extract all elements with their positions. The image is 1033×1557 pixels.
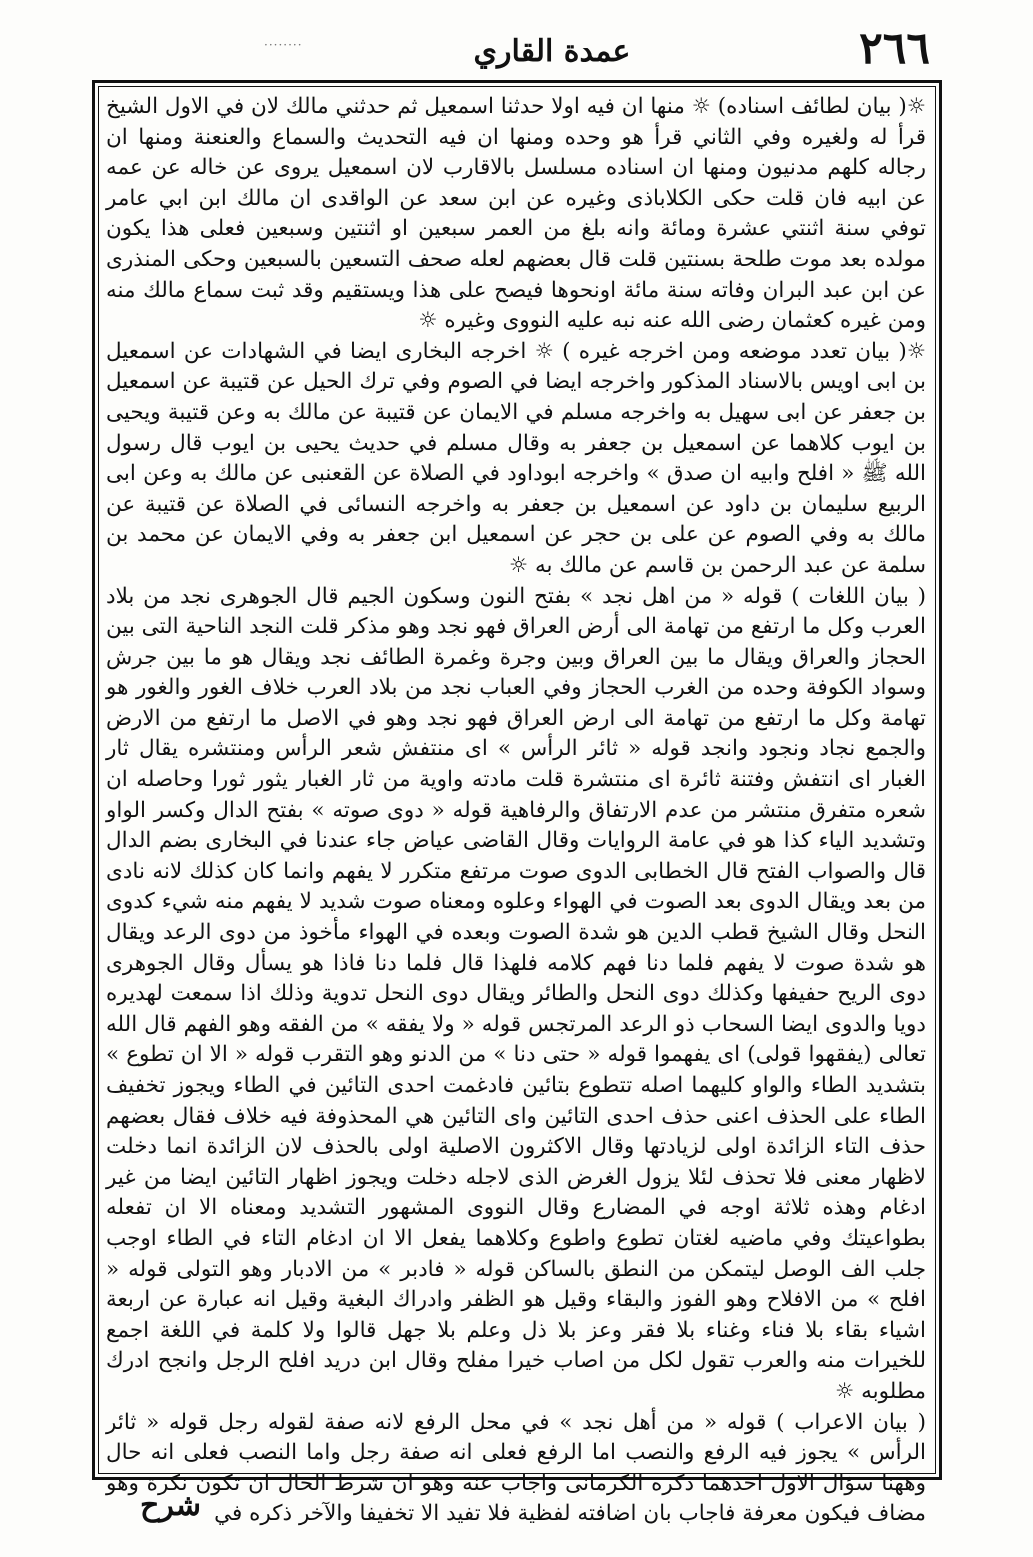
page-header — [92, 24, 942, 78]
paragraph-lexicon: ( بيان اللغات ) قوله « من اهل نجد » بفتح النون وسكون الجيم قال الجوهرى نجد من بلاد العرب وكل ما ارتفع من تهامة الى أرض العراق فهو نجد وهو مذكر قلت النجد الناحية التى بين الحجاز والعراق ويقال ما بين العراق وبين وجرة وغمرة الطائف نجد ويقال هو ما بين جرش وسواد الكوفة وحده من الغرب الحجاز وفي العباب نجد من بلاد العرب خلاف الغور والغور هو تهامة وكل ما ارتفع من تهامة الى ارض العراق فهو نجد وهو في الاصل ما ارتفع من الارض والجمع نجاد ونجود وانجد قوله « ثائر الرأس » اى منتفش شعر الرأس ومنتشره يقال ثار الغبار اى انتفش وفتنة ثائرة اى منتشرة قلت مادته واوية من ثار الغبار يثور ثورا وحاصله ان شعره متفرق منتشر من عدم الارتفاق والرفاهية قوله « دوى صوته » بفتح الدال وكسر الواو وتشديد الياء كذا هو في عامة الروايات وقال القاضى عياض جاء عندنا في البخارى بضم الدال قال والصواب الفتح قال الخطابى الدوى صوت مرتفع متكرر لا يفهم وانما كان كذلك لانه نادى من بعد ويقال الدوى بعد الصوت في الهواء وعلوه ومعناه صوت شديد لا يفهم منه شيء كدوى النحل وقال الشيخ قطب الدين هو شدة الصوت وبعده في الهواء مأخوذ من دوى الرعد ويقال هو شدة صوت لا يفهم فلما دنا فهم كلامه فلهذا قال فلما دنا فاذا هو يسأل وقال الجوهرى دوى الريح حفيفها وكذلك دوى النحل والطائر ويقال دوى النحل تدوية وذلك اذا سمعت لهديره دويا والدوى ايضا السحاب ذو الرعد المرتجس قوله « ولا يفقه » من الفقه وهو الفهم قال الله تعالى (يفقهوا قولى) اى يفهموا قوله « حتى دنا » من الدنو وهو التقرب قوله « الا ان تطوع » بتشديد الطاء والواو كليهما اصله تتطوع بتائين فادغمت احدى التائين في الطاء ويجوز تخفيف الطاء على الحذف اعنى حذف احدى التائين واى التائين هي المحذوفة فيه خلاف فقال بعضهم حذف التاء الزائدة اولى لزيادتها وقال الاكثرون الاصلية اولى بالحذف لان الزائدة انما دخلت لاظهار معنى فلا تحذف لئلا يزول الغرض الذى لاجله دخلت ويجوز اظهار التائين ايضا من غير ادغام وهذه ثلاثة اوجه في المضارع وقال النووى المشهور التشديد ومعناه الا ان تفعله بطواعيتك وفي ماضيه لغتان تطوع واطوع وكلاهما يفعل الا ان ادغام التاء في الطاء اوجب جلب الف الوصل ليتمكن من النطق بالساكن قوله « فادبر » من الادبار وهو التولى قوله « افلح » من الافلاح وهو الفوز والبقاء وقيل هو الظفر وادراك البغية وقيل انه عبارة عن اربعة اشياء بقاء بلا فناء وغناء بلا فقر وعز بلا ذل وعلم بلا جهل قالوا ولا كلمة في اللغة اجمع للخيرات منه والعرب تقول لكل من اصاب خيرا مفلح وقال ابن دريد افلح الرجل وانجح ادرك مطلوبه ☼ — [106, 583, 926, 1404]
paragraph-isnad-subtleties: ☼( بيان لطائف اسناده) ☼ منها ان فيه اولا حدثنا اسمعيل ثم حدثني مالك لان في الاول الشيخ قرأ له ولغيره وفي الثاني قرأ هو وحده ومنها ان فيه التحديث والسماع والعنعنة ومنها ان رجاله كلهم مدنيون ومنها ان اسناده مسلسل بالاقارب لان اسمعيل يروى عن خاله عن عمه عن ابيه فان قلت حكى الكلاباذى وغيره عن ابن سعد عن الواقدى ان مالك ابن ابي عامر توفي سنة اثنتي عشرة ومائة وانه بلغ من العمر سبعين او اثنتين وسبعين فعلى هذا يكون مولده بعد موت طلحة بسنتين قلت قال بعضهم لعله صحف التسعين بالسبعين وحكى المنذرى عن ابن عبد البران وفاته سنة مائة اونحوها فيصح على هذا ويستقيم وقد ثبت سماع مالك منه ومن غيره كعثمان رضى الله عنه نبه عليه النووى وغيره ☼ — [105, 94, 927, 334]
page-number: ٢٦٦ — [859, 23, 930, 74]
catchword: شرح — [140, 1488, 202, 1523]
paragraph-grammar: ( بيان الاعراب ) قوله « من أهل نجد » في محل الرفع لانه صفة لقوله رجل قوله « ثائر الرأس » يجوز فيه الرفع والنصب اما الرفع فعلى انه صفة رجل واما النصب فعلى انه حال وههنا سؤال الاول احدهما ذكره الكرمانى واجاب عنه وهو ان شرط الحال ان تكون نكرة وهو مضاف فيكون معرفة فاجاب بان اضافته لفظية فلا تفيد الا تخفيفا والآخر ذكره في — [106, 1409, 926, 1527]
header-mark: ········ — [264, 38, 303, 52]
running-title: عمدة القاري — [473, 34, 631, 69]
paragraph-takhrij: ☼( بيان تعدد موضعه ومن اخرجه غيره ) ☼ اخرجه البخارى ايضا في الشهادات عن اسمعيل بن ابى اويس بالاسناد المذكور واخرجه ايضا في الصوم وفي ترك الحيل عن قتيبة عن اسمعيل بن جعفر عن ابى سهيل به واخرجه مسلم في الايمان عن قتيبة عن مالك به وعن قتيبة ويحيى بن ايوب كلاهما عن اسمعيل بن جعفر به وقال مسلم في حديث يحيى بن ايوب قال رسول الله ﷺ « افلح وابيه ان صدق » واخرجه ابوداود في الصلاة عن القعنبى عن مالك به وعن ابى الربيع سليمان بن داود عن اسمعيل بن جعفر به واخرجه النسائى في الصلاة عن قتيبة عن مالك به وفي الصوم عن على بن حجر عن اسمعيل ابن جعفر به وفي الايمان عن محمد بن سلمة عن عبد الرحمن بن قاسم عن مالك به ☼ — [106, 338, 926, 578]
